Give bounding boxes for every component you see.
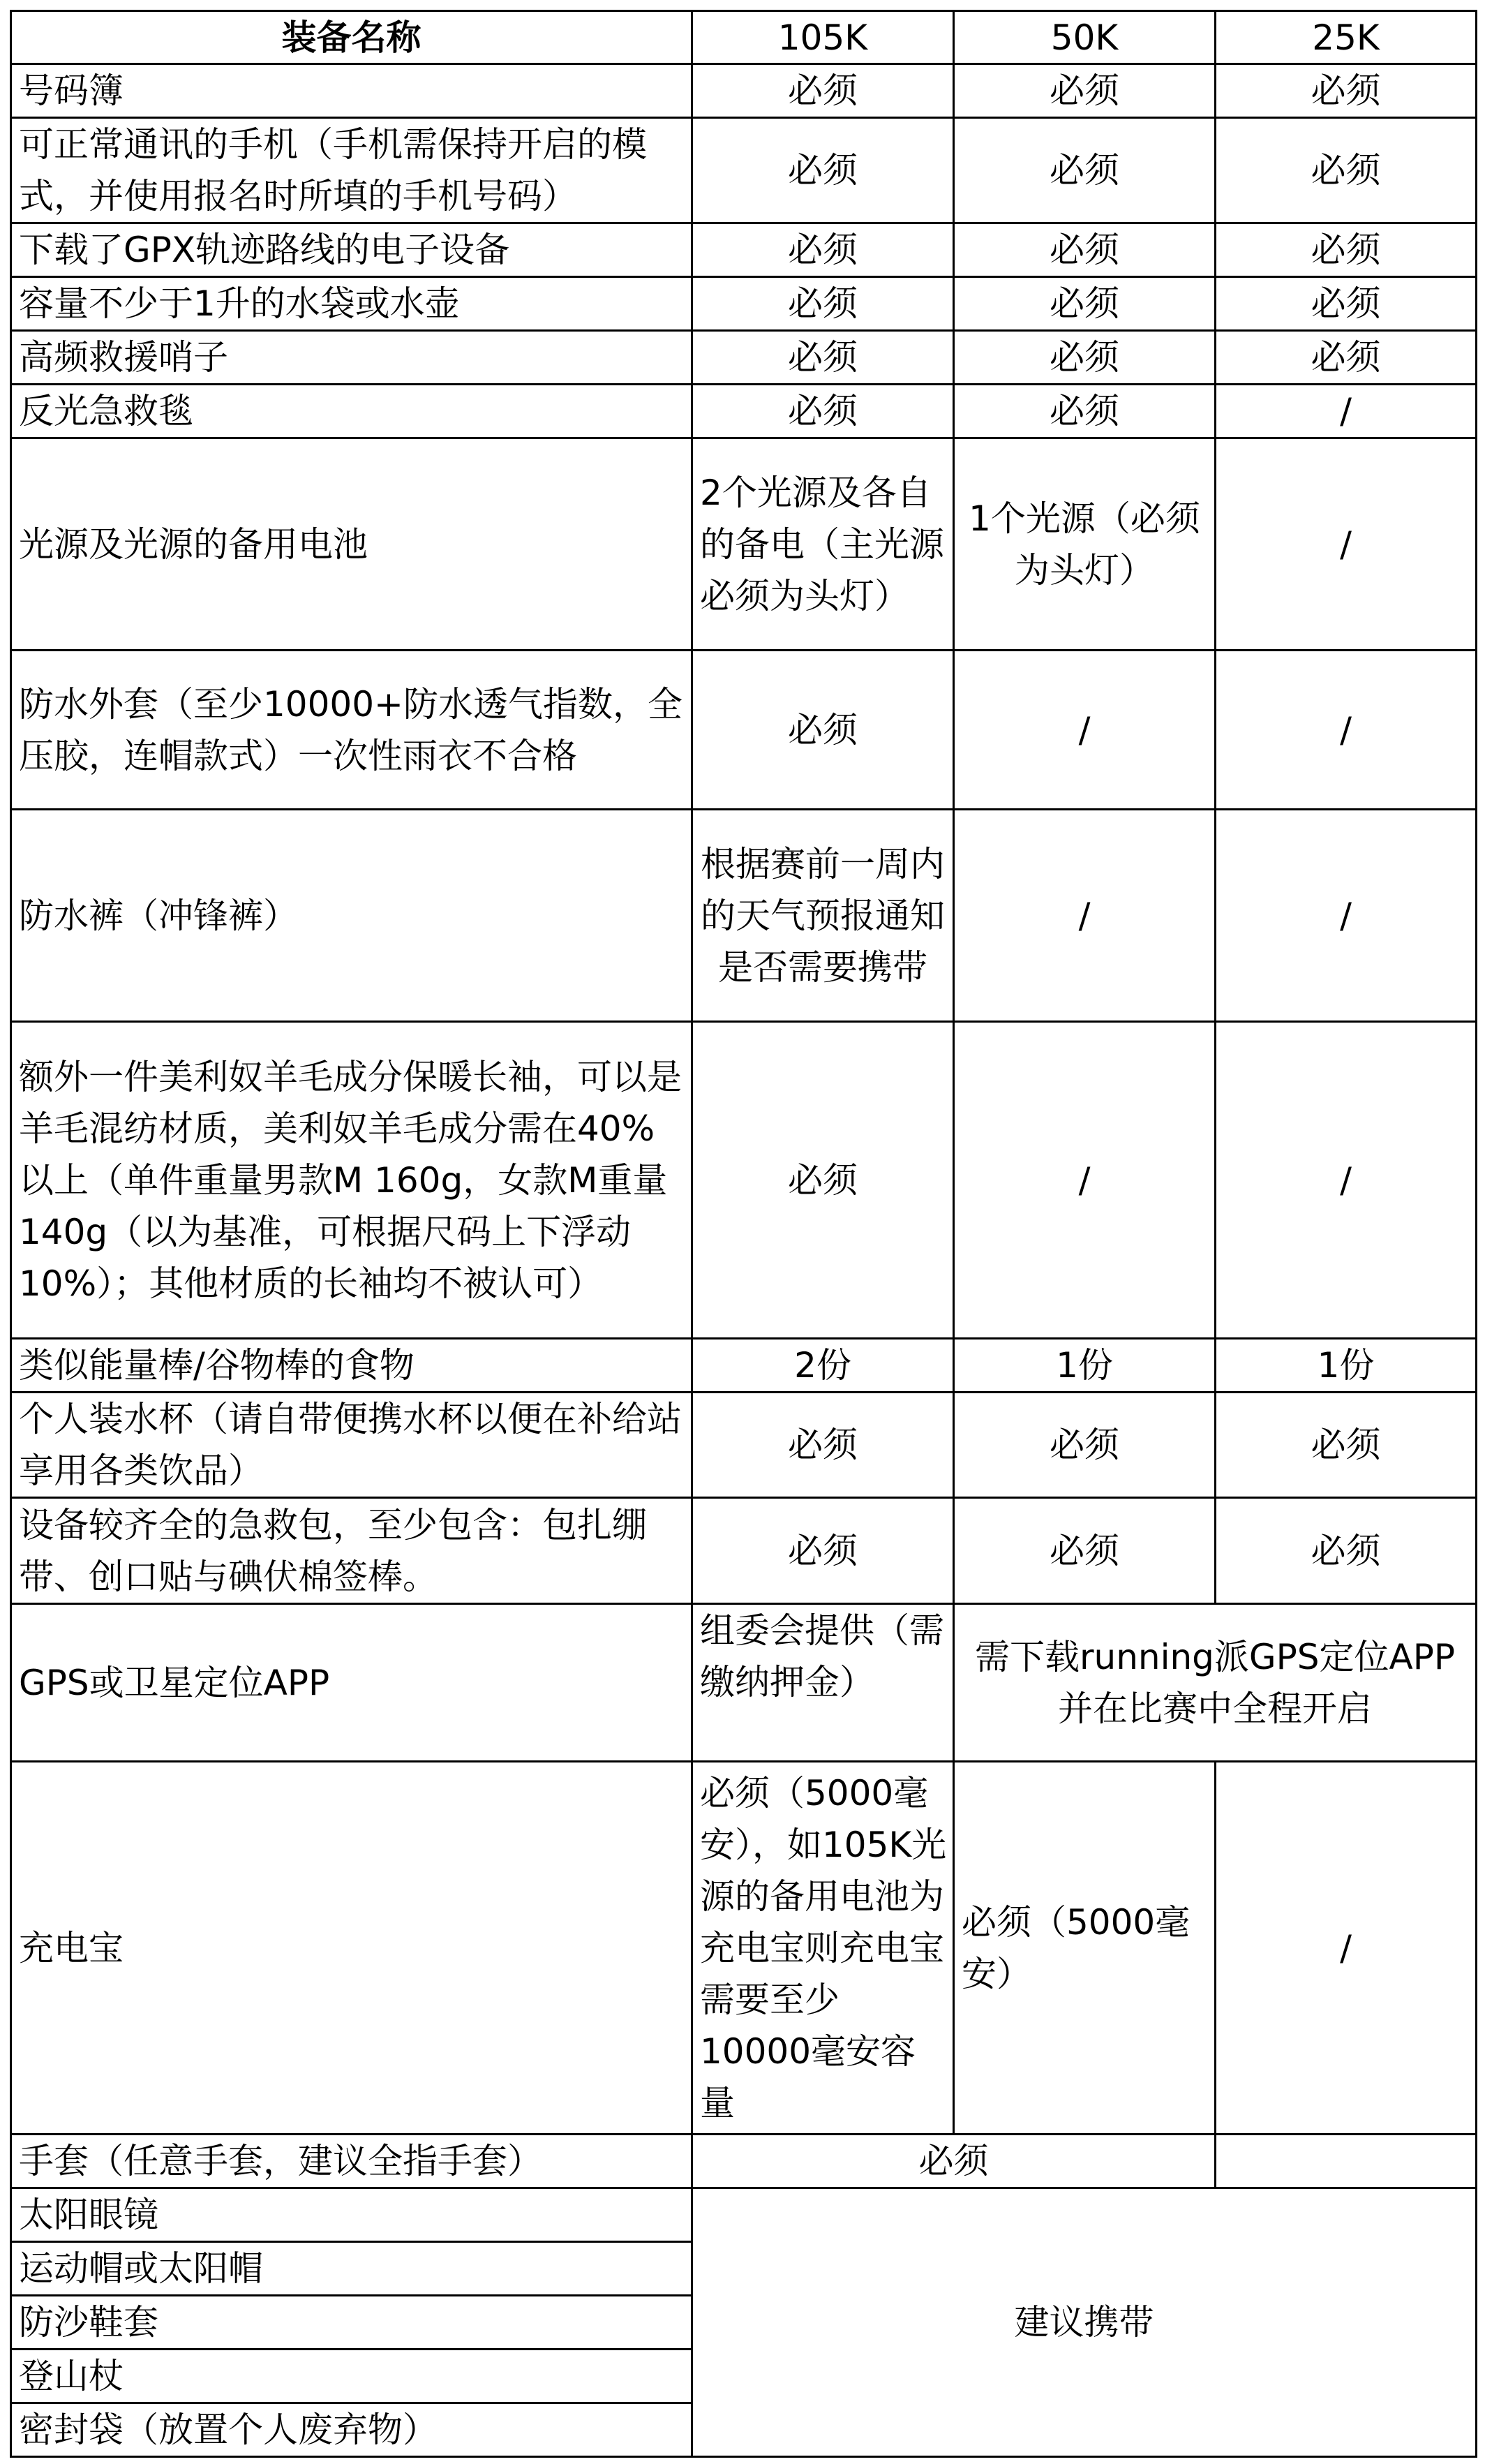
req-105k: 必须 [692,223,954,277]
req-50k: / [954,651,1216,810]
gear-name: 防沙鞋套 [11,2296,692,2350]
gear-name: 运动帽或太阳帽 [11,2242,692,2296]
req-50k: 必须 [954,1393,1216,1498]
gear-name: GPS或卫星定位APP [11,1604,692,1762]
header-50k: 50K [954,11,1216,64]
req-25k: / [1216,1762,1477,2135]
gear-checklist-table [10,10,1477,2458]
table-row [11,2188,1477,2242]
table-row [11,331,1477,385]
header-25k: 25K [1216,11,1477,64]
gear-name: 容量不少于1升的水袋或水壶 [11,277,692,331]
req-105k: 必须 [692,64,954,118]
table-row [11,118,1477,223]
gear-name: 高频救援哨子 [11,331,692,385]
table-row [11,223,1477,277]
req-105k: 必须 [692,331,954,385]
table-row [11,810,1477,1022]
req-105k: 必须 [692,1498,954,1604]
gear-name: 密封袋（放置个人废弃物） [11,2403,692,2457]
req-50k: 必须 [954,64,1216,118]
gear-name: 手套（任意手套，建议全指手套） [11,2135,692,2188]
req-25k: 必须 [1216,118,1477,223]
gear-name: 设备较齐全的急救包，至少包含：包扎绷带、创口贴与碘伏棉签棒。 [11,1498,692,1604]
table-row [11,64,1477,118]
gear-name: 可正常通讯的手机（手机需保持开启的模式，并使用报名时所填的手机号码） [11,118,692,223]
gear-name: 额外一件美利奴羊毛成分保暖长袖，可以是羊毛混纺材质，美利奴羊毛成分需在40%以上（单件重量男款M 160g，女款M重量140g（以为基准，可根据尺码上下浮动10%）；其他材质的长袖均不被认可） [11,1022,692,1339]
req-50k: 1份 [954,1339,1216,1393]
req-105k: 2份 [692,1339,954,1393]
header-gear-name: 装备名称 [11,11,692,64]
req-50k: 1个光源（必须为头灯） [954,438,1216,651]
req-25k: / [1216,438,1477,651]
req-105k: 必须 [692,1393,954,1498]
req-25k [1216,2135,1477,2188]
req-50k: 必须 [954,223,1216,277]
req-25k: / [1216,1022,1477,1339]
req-25k: / [1216,810,1477,1022]
table-row [11,1393,1477,1498]
gear-name: 个人装水杯（请自带便携水杯以便在补给站享用各类饮品） [11,1393,692,1498]
table-row [11,438,1477,651]
table-row [11,1339,1477,1393]
recommended-cell: 建议携带 [692,2188,1477,2457]
table-row [11,1762,1477,2135]
table-row [11,277,1477,331]
req-50k: / [954,810,1216,1022]
req-25k: 必须 [1216,223,1477,277]
req-105k: 必须 [692,1022,954,1339]
gear-name: 充电宝 [11,1762,692,2135]
table-row [11,385,1477,438]
table-row [11,1498,1477,1604]
req-50k: 必须 [954,1498,1216,1604]
req-25k: / [1216,651,1477,810]
req-25k: 必须 [1216,277,1477,331]
req-105k: 必须（5000毫安），如105K光源的备用电池为充电宝则充电宝需要至少10000毫安容量 [692,1762,954,2135]
req-105k: 2个光源及各自的备电（主光源必须为头灯） [692,438,954,651]
req-50k: 必须（5000毫安） [954,1762,1216,2135]
req-25k: 1份 [1216,1339,1477,1393]
req-25k: 必须 [1216,331,1477,385]
header-105k: 105K [692,11,954,64]
table-row [11,651,1477,810]
gear-name: 防水外套（至少10000+防水透气指数，全压胶，连帽款式）一次性雨衣不合格 [11,651,692,810]
gear-name: 类似能量棒/谷物棒的食物 [11,1339,692,1393]
req-105k: 组委会提供（需缴纳押金） [692,1604,954,1762]
header-row [11,11,1477,64]
req-50k-25k: 需下载running派GPS定位APP并在比赛中全程开启 [954,1604,1477,1762]
req-50k: 必须 [954,277,1216,331]
gear-name: 下载了GPX轨迹路线的电子设备 [11,223,692,277]
req-105k: 必须 [692,385,954,438]
table-row [11,2135,1477,2188]
req-50k: 必须 [954,385,1216,438]
req-50k: 必须 [954,118,1216,223]
gear-name: 太阳眼镜 [11,2188,692,2242]
req-25k: 必须 [1216,64,1477,118]
req-50k: 必须 [954,331,1216,385]
gear-name: 光源及光源的备用电池 [11,438,692,651]
req-50k: / [954,1022,1216,1339]
req-25k: 必须 [1216,1498,1477,1604]
table-row [11,1604,1477,1762]
req-25k: 必须 [1216,1393,1477,1498]
req-105k-50k: 必须 [692,2135,1216,2188]
req-105k: 必须 [692,118,954,223]
gear-name: 反光急救毯 [11,385,692,438]
gear-name: 防水裤（冲锋裤） [11,810,692,1022]
req-105k: 必须 [692,277,954,331]
req-25k: / [1216,385,1477,438]
table-row [11,1022,1477,1339]
gear-name: 号码簿 [11,64,692,118]
req-105k: 必须 [692,651,954,810]
req-105k: 根据赛前一周内的天气预报通知是否需要携带 [692,810,954,1022]
gear-name: 登山杖 [11,2350,692,2403]
